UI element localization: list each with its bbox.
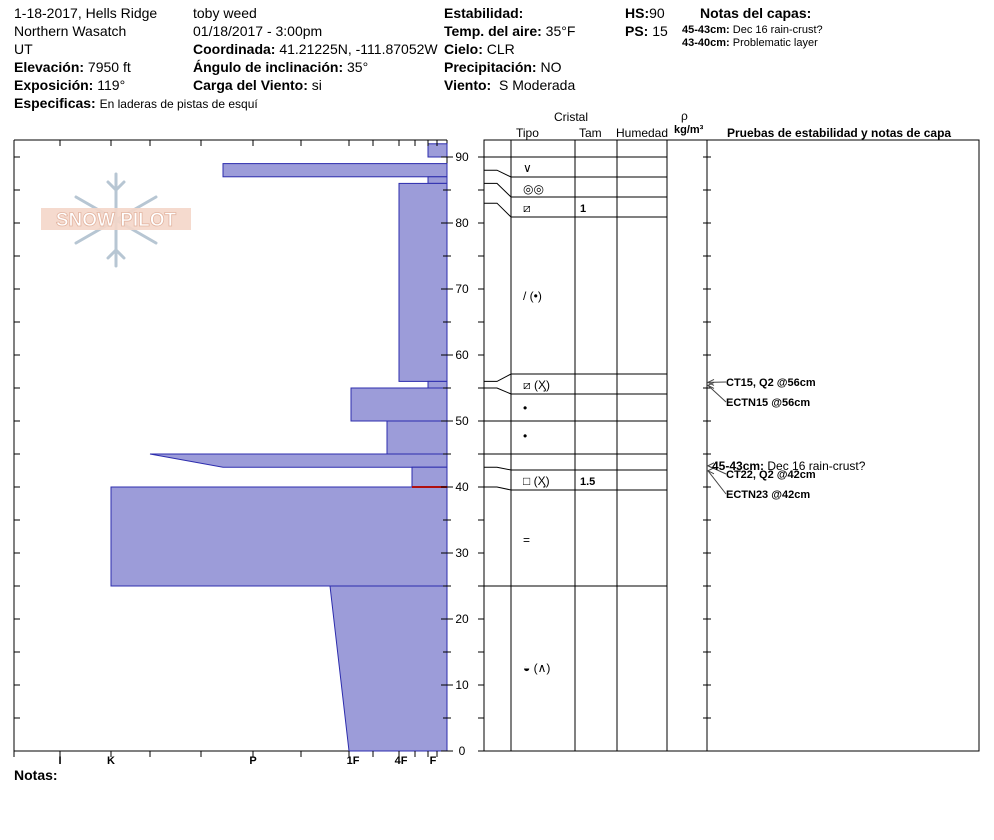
depth-label: 90 xyxy=(455,150,469,164)
hardness-label: K xyxy=(107,755,115,767)
crystal-header: Cristal xyxy=(554,110,589,124)
depth-label: 0 xyxy=(458,744,466,758)
test-leader xyxy=(708,471,726,494)
hardness-label: P xyxy=(249,755,257,767)
grain-form-symbol: • xyxy=(523,429,528,443)
hardness-bar xyxy=(399,183,447,381)
grain-form-symbol: • xyxy=(523,401,528,415)
grain-size: 1.5 xyxy=(580,476,596,488)
air-temp: Temp. del aire: 35°F xyxy=(444,23,576,39)
depth-label: 20 xyxy=(455,612,469,626)
layer-note-1: 45-43cm: Dec 16 rain-crust? xyxy=(682,24,823,36)
grain-form-symbol: = xyxy=(523,533,531,547)
hardness-bar xyxy=(351,388,447,421)
hardness-bar xyxy=(428,177,447,184)
grain-form-symbol: / (•) xyxy=(523,289,542,303)
grain-size: 1 xyxy=(580,203,587,215)
hardness-bar xyxy=(428,381,447,388)
location-title: 1-18-2017, Hells Ridge xyxy=(14,5,158,21)
depth-label: 80 xyxy=(455,216,469,230)
test-leader xyxy=(708,385,726,402)
logo-text: SNOW PILOT xyxy=(55,210,177,231)
depth-label: 70 xyxy=(455,282,469,296)
sky: Cielo: CLR xyxy=(444,41,515,57)
moisture-header: Humedad xyxy=(616,126,669,140)
hardness-label: I xyxy=(58,755,62,767)
depth-label: 10 xyxy=(455,678,469,692)
density-unit: kg/m³ xyxy=(674,124,704,136)
elevation: Elevación: 7950 ft xyxy=(14,59,131,75)
stability-test: ECTN15 @56cm xyxy=(726,397,811,409)
datetime: 01/18/2017 - 3:00pm xyxy=(193,23,323,39)
grain-form-symbol: ⧄ xyxy=(523,201,531,215)
snow-height: HS:90 xyxy=(625,5,665,21)
hardness-bar xyxy=(223,164,447,177)
depth-label: 50 xyxy=(455,414,469,428)
stability-test: CT22, Q2 @42cm xyxy=(726,469,816,481)
grain-form-symbol: ◎◎ xyxy=(523,182,544,196)
grain-form-symbol: ⧄ (Ӽ) xyxy=(523,378,550,392)
stability-test: CT15, Q2 @56cm xyxy=(726,377,816,389)
slope-angle: Ángulo de inclinación: 35° xyxy=(193,59,369,75)
hardness-bar xyxy=(387,421,447,454)
hardness-label: F xyxy=(429,755,437,767)
stability-test: ECTN23 @42cm xyxy=(726,489,811,501)
depth-label: 60 xyxy=(455,348,469,362)
wind-loading: Carga del Viento: si xyxy=(193,77,322,93)
layer-notes-title: Notas del capas: xyxy=(700,5,812,21)
layer-note-2: 43-40cm: Problematic layer xyxy=(682,37,818,49)
penetration: PS: 15 xyxy=(625,23,668,39)
type-header: Tipo xyxy=(516,126,539,140)
tests-header: Pruebas de estabilidad y notas de capa xyxy=(727,126,952,140)
region: Northern Wasatch xyxy=(14,23,127,39)
state: UT xyxy=(14,41,33,57)
layer-table-frame xyxy=(484,140,979,751)
depth-label: 40 xyxy=(455,480,469,494)
observer: toby weed xyxy=(193,5,257,21)
specifics: Especificas: En laderas de pistas de esquí xyxy=(14,95,258,111)
size-header: Tam xyxy=(579,126,602,140)
layer-note: 45-43cm: Dec 16 rain-crust? xyxy=(712,459,866,473)
wind: Viento: S Moderada xyxy=(444,77,576,93)
hardness-bar xyxy=(111,487,447,586)
hardness-label: 4F xyxy=(394,755,408,767)
notes-label: Notas: xyxy=(14,767,58,783)
stability-label: Estabilidad: xyxy=(444,5,524,21)
grain-form-symbol: □ (Ӽ) xyxy=(523,474,550,488)
precipitation: Precipitación: NO xyxy=(444,59,562,75)
aspect: Exposición: 119° xyxy=(14,77,126,93)
depth-label: 30 xyxy=(455,546,469,560)
hardness-bar xyxy=(150,454,447,467)
grain-form-symbol: ∨ xyxy=(523,161,532,175)
hardness-bar xyxy=(330,586,447,751)
rho-header: ρ xyxy=(681,109,688,123)
grain-form-symbol: ◒ (∧) xyxy=(523,661,551,675)
hardness-bar xyxy=(412,467,447,487)
hardness-label: 1F xyxy=(346,755,360,767)
coordinate: Coordinada: 41.21225N, -111.87052W xyxy=(193,41,438,57)
